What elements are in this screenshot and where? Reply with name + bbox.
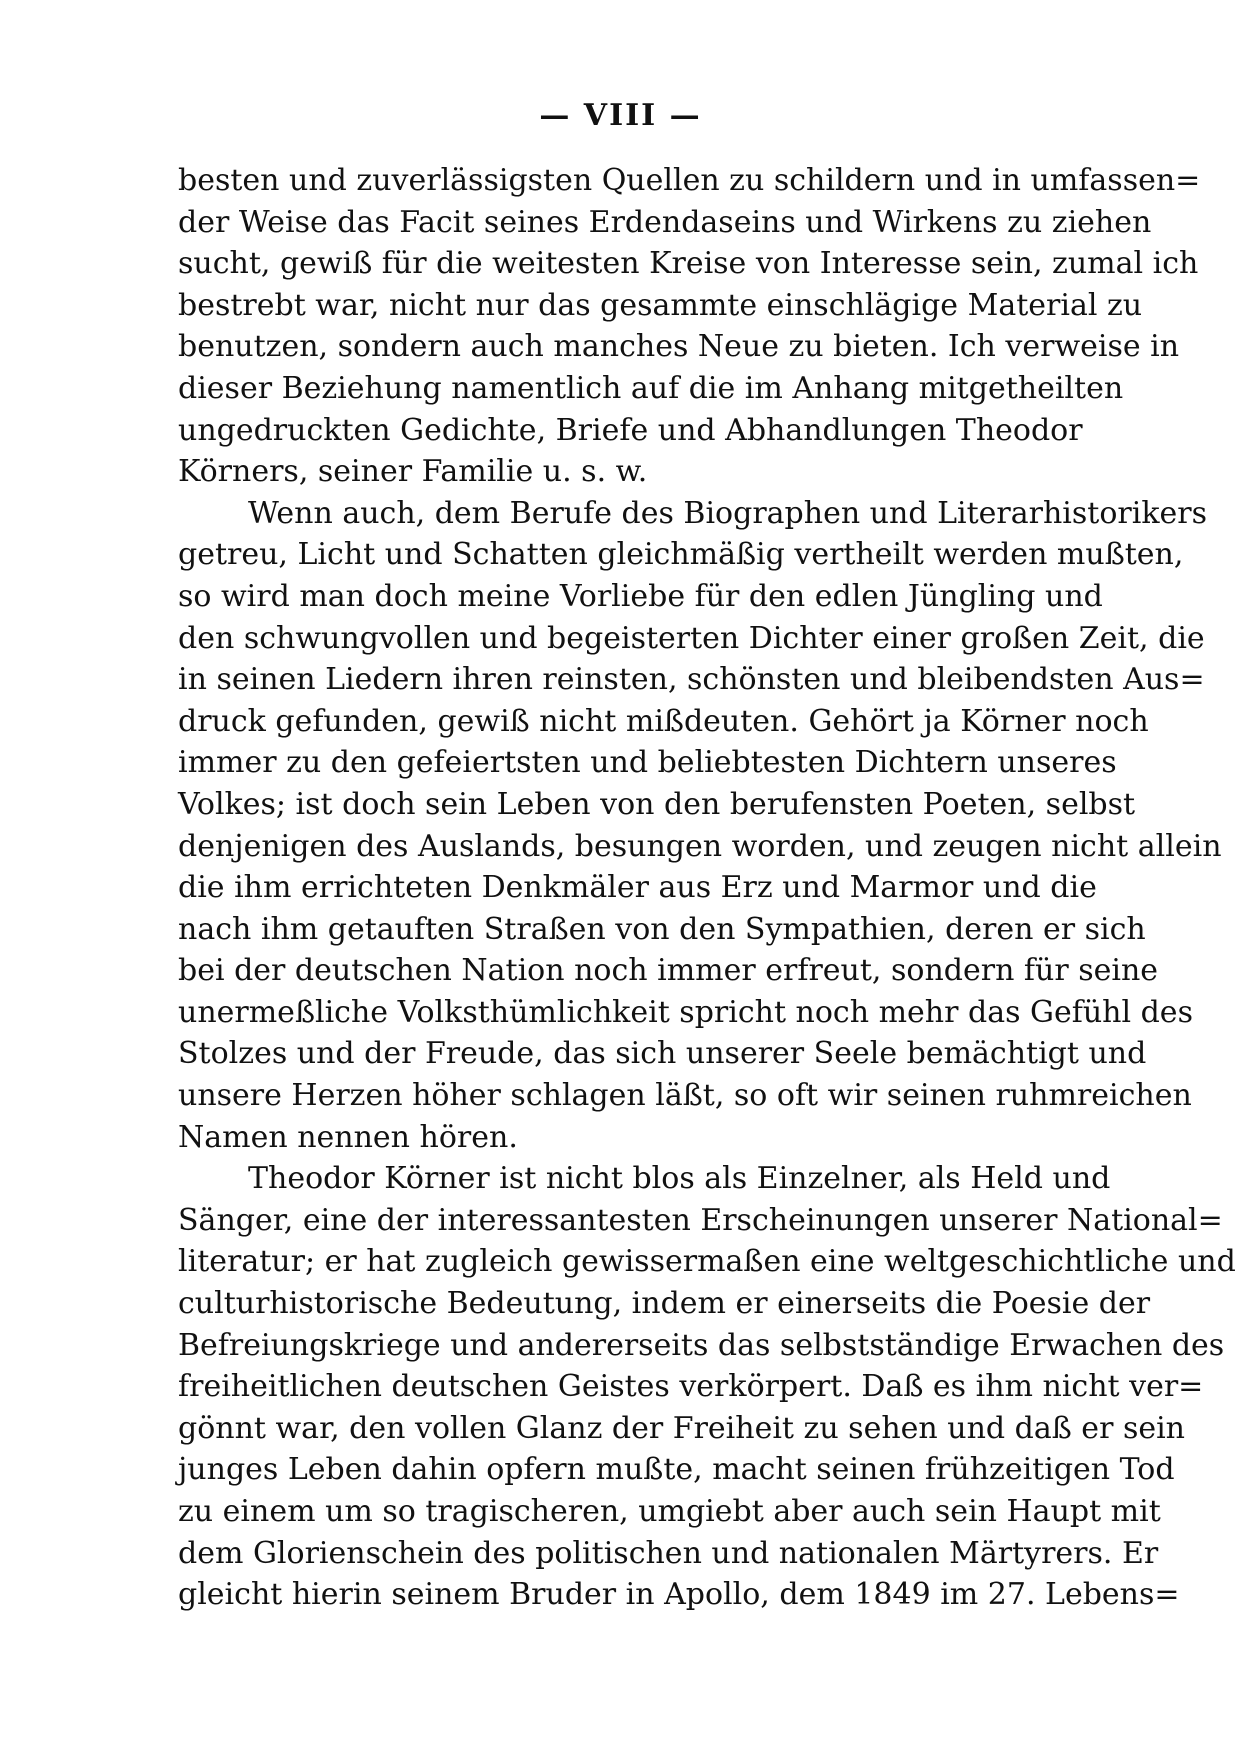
text-line: bei der deutschen Nation noch immer erfreut, sondern für seine [178, 953, 1159, 989]
text-line: unermeßliche Volksthümlichkeit spricht noch mehr das Gefühl des [178, 994, 1193, 1030]
text-line: denjenigen des Auslands, besungen worden, und zeugen nicht allein [178, 828, 1222, 864]
text-line: besten und zuverlässigsten Quellen zu schildern und in umfassen= [178, 163, 1201, 198]
text-line: literatur; er hat zugleich gewissermaßen eine weltgeschichtliche und [178, 1244, 1236, 1280]
text-line: in seinen Liedern ihren reinsten, schönsten und bleibendsten Aus= [178, 662, 1205, 698]
text-line: sucht, gewiß für die weitesten Kreise von Interesse sein, zumal ich [178, 246, 1199, 282]
text-line: den schwungvollen und begeisterten Dichter einer großen Zeit, die [178, 620, 1205, 656]
text-line: so wird man doch meine Vorliebe für den edlen Jüngling und [178, 578, 1103, 614]
body-text [178, 160, 1236, 1616]
text-line: druck gefunden, gewiß nicht mißdeuten. Gehört ja Körner noch [178, 703, 1149, 739]
text-line: unsere Herzen höher schlagen läßt, so oft wir seinen ruhmreichen [178, 1078, 1192, 1114]
text-line: Sänger, eine der interessantesten Erscheinungen unserer National= [178, 1202, 1223, 1238]
text-line: junges Leben dahin opfern mußte, macht seinen frühzeitigen Tod [178, 1452, 1175, 1488]
text-line: der Weise das Facit seines Erdendaseins und Wirkens zu ziehen [178, 204, 1152, 240]
text-line: freiheitlichen deutschen Geistes verkörpert. Daß es ihm nicht ver= [178, 1369, 1204, 1405]
text-line: gleicht hierin seinem Bruder in Apollo, dem 1849 im 27. Lebens= [178, 1577, 1180, 1613]
text-line: Stolzes und der Freude, das sich unserer Seele bemächtigt und [178, 1036, 1147, 1072]
text-line: dem Glorienschein des politischen und nationalen Märtyrers. Er [178, 1535, 1159, 1571]
text-line: immer zu den gefeiertsten und beliebtesten Dichtern unseres [178, 745, 1117, 781]
page-number: — VIII — [539, 98, 702, 133]
text-line: getreu, Licht und Schatten gleichmäßig vertheilt werden mußten, [178, 537, 1184, 573]
text-line: Körners, seiner Familie u. s. w. [178, 454, 648, 490]
text-line: dieser Beziehung namentlich auf die im Anhang mitgetheilten [178, 370, 1124, 406]
text-line: ungedruckten Gedichte, Briefe und Abhandlungen Theodor [178, 412, 1083, 448]
text-line: gönnt war, den vollen Glanz der Freiheit zu sehen und daß er sein [178, 1410, 1186, 1446]
text-line: die ihm errichteten Denkmäler aus Erz und Marmor und die [178, 870, 1097, 906]
text-line: culturhistorische Bedeutung, indem er einerseits die Poesie der [178, 1286, 1151, 1322]
text-line: Volkes; ist doch sein Leben von den berufensten Poeten, selbst [178, 786, 1136, 822]
text-line: Theodor Körner ist nicht blos als Einzelner, als Held und [248, 1161, 1111, 1197]
text-line: bestrebt war, nicht nur das gesammte einschlägige Material zu [178, 287, 1143, 323]
text-line: nach ihm getauften Straßen von den Sympathien, deren er sich [178, 911, 1146, 947]
paragraph-1 [178, 160, 1201, 493]
text-line: Wenn auch, dem Berufe des Biographen und Literarhistorikers [248, 495, 1207, 531]
paragraph-3 [178, 1158, 1236, 1616]
text-line: benutzen, sondern auch manches Neue zu bieten. Ich verweise in [178, 329, 1180, 365]
paragraph-2 [178, 493, 1222, 1159]
text-line: Namen nennen hören. [178, 1119, 518, 1155]
text-line: zu einem um so tragischeren, umgiebt aber auch sein Haupt mit [178, 1494, 1161, 1529]
text-line: Befreiungskriege und andererseits das selbstständige Erwachen des [178, 1327, 1225, 1363]
